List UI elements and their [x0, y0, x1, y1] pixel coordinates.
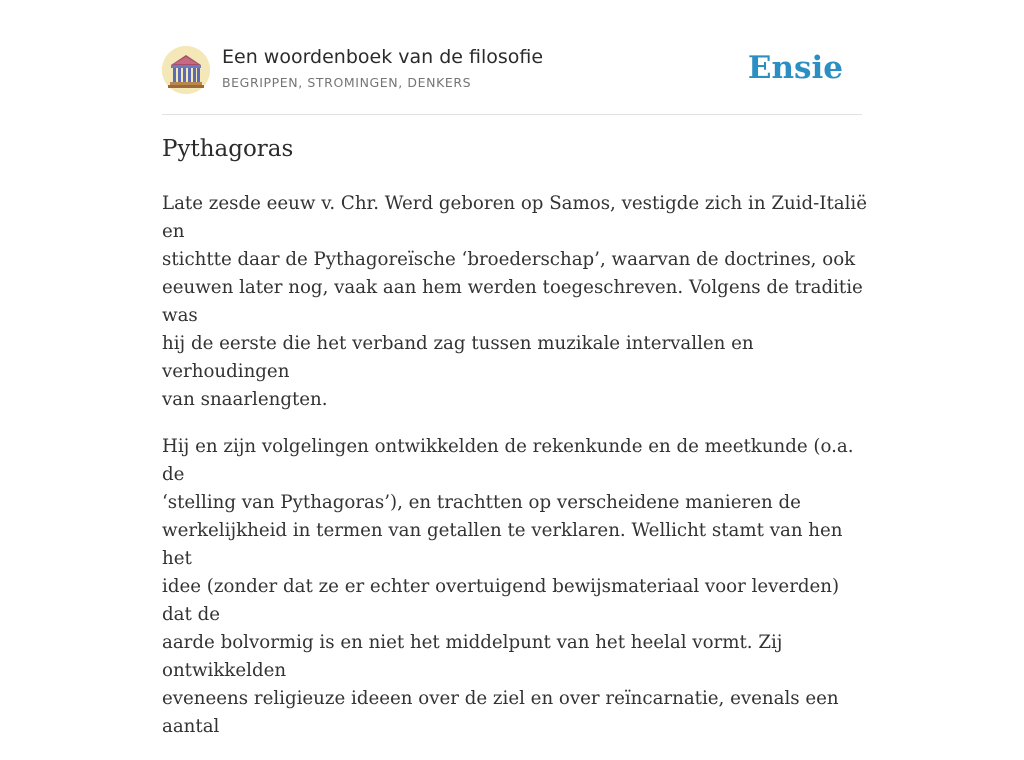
- article-body: [162, 190, 867, 760]
- site-subtitle: BEGRIPPEN, STROMINGEN, DENKERS: [222, 75, 472, 90]
- site-header: [162, 44, 862, 115]
- ensie-logo-link[interactable]: Ensie: [747, 50, 843, 86]
- site-title[interactable]: Een woordenboek van de filosofie: [222, 46, 544, 68]
- article-paragraph: Late zesde eeuw v. Chr. Werd geboren op Samos, vestigde zich in Zuid-Italië en stichtte daar de Pythagoreïsche ‘broederschap’, waarvan de doctrines, ook eeuwen later nog, vaak aan hem werden toegeschreven. Volgens de traditie was hij de eerste die het verband zag tussen muzikale intervallen en verhoudingen van snaarlengten.: [162, 193, 868, 410]
- greek-temple-icon[interactable]: [162, 46, 210, 94]
- article-title: Pythagoras: [162, 136, 294, 162]
- article-paragraph: Hij en zijn volgelingen ontwikkelden de rekenkunde en de meetkunde (o.a. de ‘stelling van Pythagoras’), en trachtten op verscheidene manieren de werkelijkheid in termen van getallen te verklaren. Wellicht stamt van hen het idee (zonder dat ze er echter overtuigend bewijsmateriaal voor leverden) dat de aarde bolvormig is en niet het middelpunt van het heelal vormt. Zij ontwikkelden eveneens religieuze ideeen over de ziel en over reïncarnatie, evenals een aantal: [162, 436, 854, 737]
